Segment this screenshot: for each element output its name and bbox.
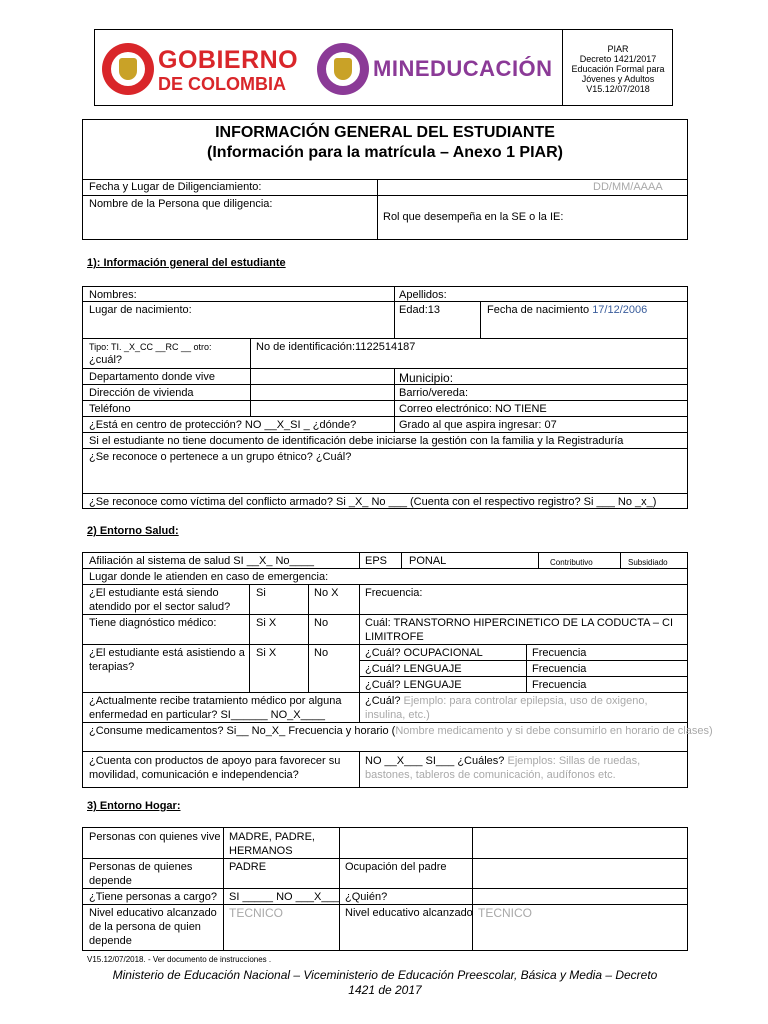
- apoyo-question: ¿Cuenta con productos de apoyo para favorecer su movilidad, comunicación e independencia?: [89, 755, 341, 781]
- section-2-heading: 2) Entorno Salud:: [87, 525, 179, 537]
- apellidos-label: Apellidos:: [399, 289, 447, 301]
- nivel-educativo-label: Nivel educativo alcanzado de la persona de quien depende: [89, 907, 217, 947]
- atendido-si: Si: [256, 587, 266, 599]
- quien-label: ¿Quién?: [345, 891, 388, 903]
- piar-info: PIAR Decreto 1421/2017 Educación Formal para Jóvenes y Adultos V15.12/07/2018: [571, 44, 665, 94]
- terapia-cual-1: ¿Cuál? OCUPACIONAL: [365, 647, 483, 659]
- atendido-no: No X: [314, 587, 339, 599]
- departamento-label: Departamento donde vive: [89, 371, 215, 383]
- mineducacion-seal-icon: [317, 43, 369, 95]
- afiliacion-value: Afiliación al sistema de salud SI __X_ No____: [89, 555, 315, 567]
- terapias-question: ¿El estudiante está asistiendo a terapias?: [89, 647, 245, 673]
- tratamiento-cual: ¿Cuál? Ejemplo: para controlar epilepsia, uso de oxigeno, insulina, etc.): [365, 695, 648, 721]
- terapia-frecuencia-3: Frecuencia: [532, 679, 587, 691]
- nivel-educativo-label-2: Nivel educativo alcanzado: [345, 907, 473, 919]
- fecha-field[interactable]: DD/MM/AAAA: [593, 181, 663, 193]
- terapia-cual-2: ¿Cuál? LENGUAJE: [365, 663, 462, 675]
- gobierno-logo-subtext: DE COLOMBIA: [158, 74, 286, 94]
- nivel-educativo-value-2: TECNICO: [478, 906, 532, 920]
- terapias-si: Si X: [256, 647, 277, 659]
- atendido-question: ¿El estudiante está siendo atendido por el sector salud?: [89, 587, 231, 613]
- tratamiento-question: ¿Actualmente recibe tratamiento médico por alguna enfermedad en particular? SI______ NO_X____: [89, 695, 342, 721]
- title-box: [82, 119, 688, 240]
- eps-label: EPS: [365, 555, 388, 567]
- tipo-documento: Tipo: TI. _X_CC __RC __ otro:: [89, 342, 212, 352]
- apoyo-answer: NO __X___ SI___ ¿Cuáles? Ejemplos: Sillas de ruedas, bastones, tableros de comunicación, audífonos etc.: [365, 755, 641, 781]
- medicamentos-ejemplo: Nombre medicamento y si debe consumirlo en horario de clases): [395, 725, 713, 737]
- mineducacion-logo-text: MINEDUCACIÓN: [373, 56, 553, 81]
- lugar-nacimiento-label: Lugar de nacimiento:: [89, 304, 192, 316]
- direccion-label: Dirección de vivienda: [89, 387, 194, 399]
- nivel-educativo-value: TECNICO: [229, 906, 283, 920]
- document-header: [94, 29, 673, 106]
- section-1-table: [82, 286, 688, 509]
- documento-note: Si el estudiante no tiene documento de identificación debe iniciarse la gestión con la familia y la Registraduría: [89, 435, 624, 447]
- etnico-question: ¿Se reconoce o pertenece a un grupo étnico? ¿Cuál?: [89, 451, 352, 463]
- no-identificacion: No de identificación:1122514187: [256, 341, 416, 353]
- cargo-answer: SI _____ NO ___X___: [229, 891, 340, 903]
- depende-label: Personas de quienes depende: [89, 861, 193, 887]
- correo-value: Correo electrónico: NO TIENE: [399, 403, 547, 415]
- nombres-label: Nombres:: [89, 289, 137, 301]
- section-3-table: [82, 827, 688, 951]
- section-3-heading: 3) Entorno Hogar:: [87, 800, 181, 812]
- municipio-label: Municipio:: [399, 371, 454, 385]
- telefono-label: Teléfono: [89, 403, 131, 415]
- colombia-seal-icon: [102, 43, 154, 95]
- nombre-diligencia-label: Nombre de la Persona que diligencia:: [89, 198, 273, 210]
- subsidiado-label: Subsidiado: [628, 558, 668, 567]
- ocupacion-padre-label: Ocupación del padre: [345, 861, 447, 873]
- footer-ministerio: Ministerio de Educación Nacional – Viceministerio de Educación Preescolar, Básica y Media – Decreto 1421 de 2017: [112, 968, 658, 997]
- fecha-nacimiento-value: 17/12/2006: [592, 304, 648, 316]
- gobierno-logo-text: GOBIERNO: [158, 46, 299, 74]
- apoyo-ejemplo: Ejemplos: Sillas de ruedas, bastones, tableros de comunicación, audífonos etc.: [365, 755, 641, 781]
- diagnostico-si: Si X: [256, 617, 277, 629]
- section-2-table: [82, 552, 713, 788]
- proteccion-value: ¿Está en centro de protección? NO __X_SI _ ¿dónde?: [89, 419, 357, 431]
- victima-question: ¿Se reconoce como víctima del conflicto armado? Si _X_ No ___ (Cuenta con el respectivo registro? Si ___ No _x_): [89, 496, 657, 508]
- fecha-nacimiento-label: Fecha de nacimiento 17/12/2006: [487, 304, 648, 316]
- diagnostico-question: Tiene diagnóstico médico:: [89, 617, 217, 629]
- fecha-label: Fecha y Lugar de Diligenciamiento:: [89, 181, 262, 193]
- lugar-emergencia-label: Lugar donde le atienden en caso de emergencia:: [89, 571, 329, 583]
- terapia-cual-3: ¿Cuál? LENGUAJE: [365, 679, 462, 691]
- depende-value: PADRE: [229, 861, 267, 873]
- section-1-heading: 1): Información general del estudiante: [87, 257, 286, 269]
- page-title: INFORMACIÓN GENERAL DEL ESTUDIANTE: [215, 124, 555, 141]
- medicamentos-question: ¿Consume medicamentos? Si__ No_X_ Frecuencia y horario (Nombre medicamento y si debe consumirlo en horario de clases): [89, 725, 713, 737]
- rol-label: Rol que desempeña en la SE o la IE:: [383, 211, 564, 223]
- contributivo-label: Contributivo: [550, 558, 593, 567]
- cargo-question: ¿Tiene personas a cargo?: [89, 891, 217, 903]
- terapia-frecuencia-2: Frecuencia: [532, 663, 587, 675]
- terapias-no: No: [314, 647, 329, 659]
- footer-note: V15.12/07/2018. - Ver documento de instrucciones .: [87, 955, 272, 964]
- tipo-cual: ¿cuál?: [89, 354, 123, 366]
- barrio-label: Barrio/vereda:: [399, 387, 469, 399]
- vive-label: Personas con quienes vive: [89, 831, 221, 843]
- diagnostico-no: No: [314, 617, 329, 629]
- terapia-frecuencia-1: Frecuencia: [532, 647, 587, 659]
- frecuencia-label: Frecuencia:: [365, 587, 423, 599]
- diagnostico-cual: Cuál: TRANSTORNO HIPERCINETICO DE LA CODUCTA – CI LIMITROFE: [365, 617, 674, 643]
- vive-value: MADRE, PADRE, HERMANOS: [229, 831, 315, 857]
- eps-value: PONAL: [409, 555, 447, 567]
- tratamiento-ejemplo: Ejemplo: para controlar epilepsia, uso de oxigeno, insulina, etc.): [365, 695, 648, 721]
- page-subtitle: (Información para la matrícula – Anexo 1 PIAR): [207, 144, 563, 161]
- edad-value: Edad:13: [399, 304, 440, 316]
- grado-value: Grado al que aspira ingresar: 07: [399, 419, 557, 431]
